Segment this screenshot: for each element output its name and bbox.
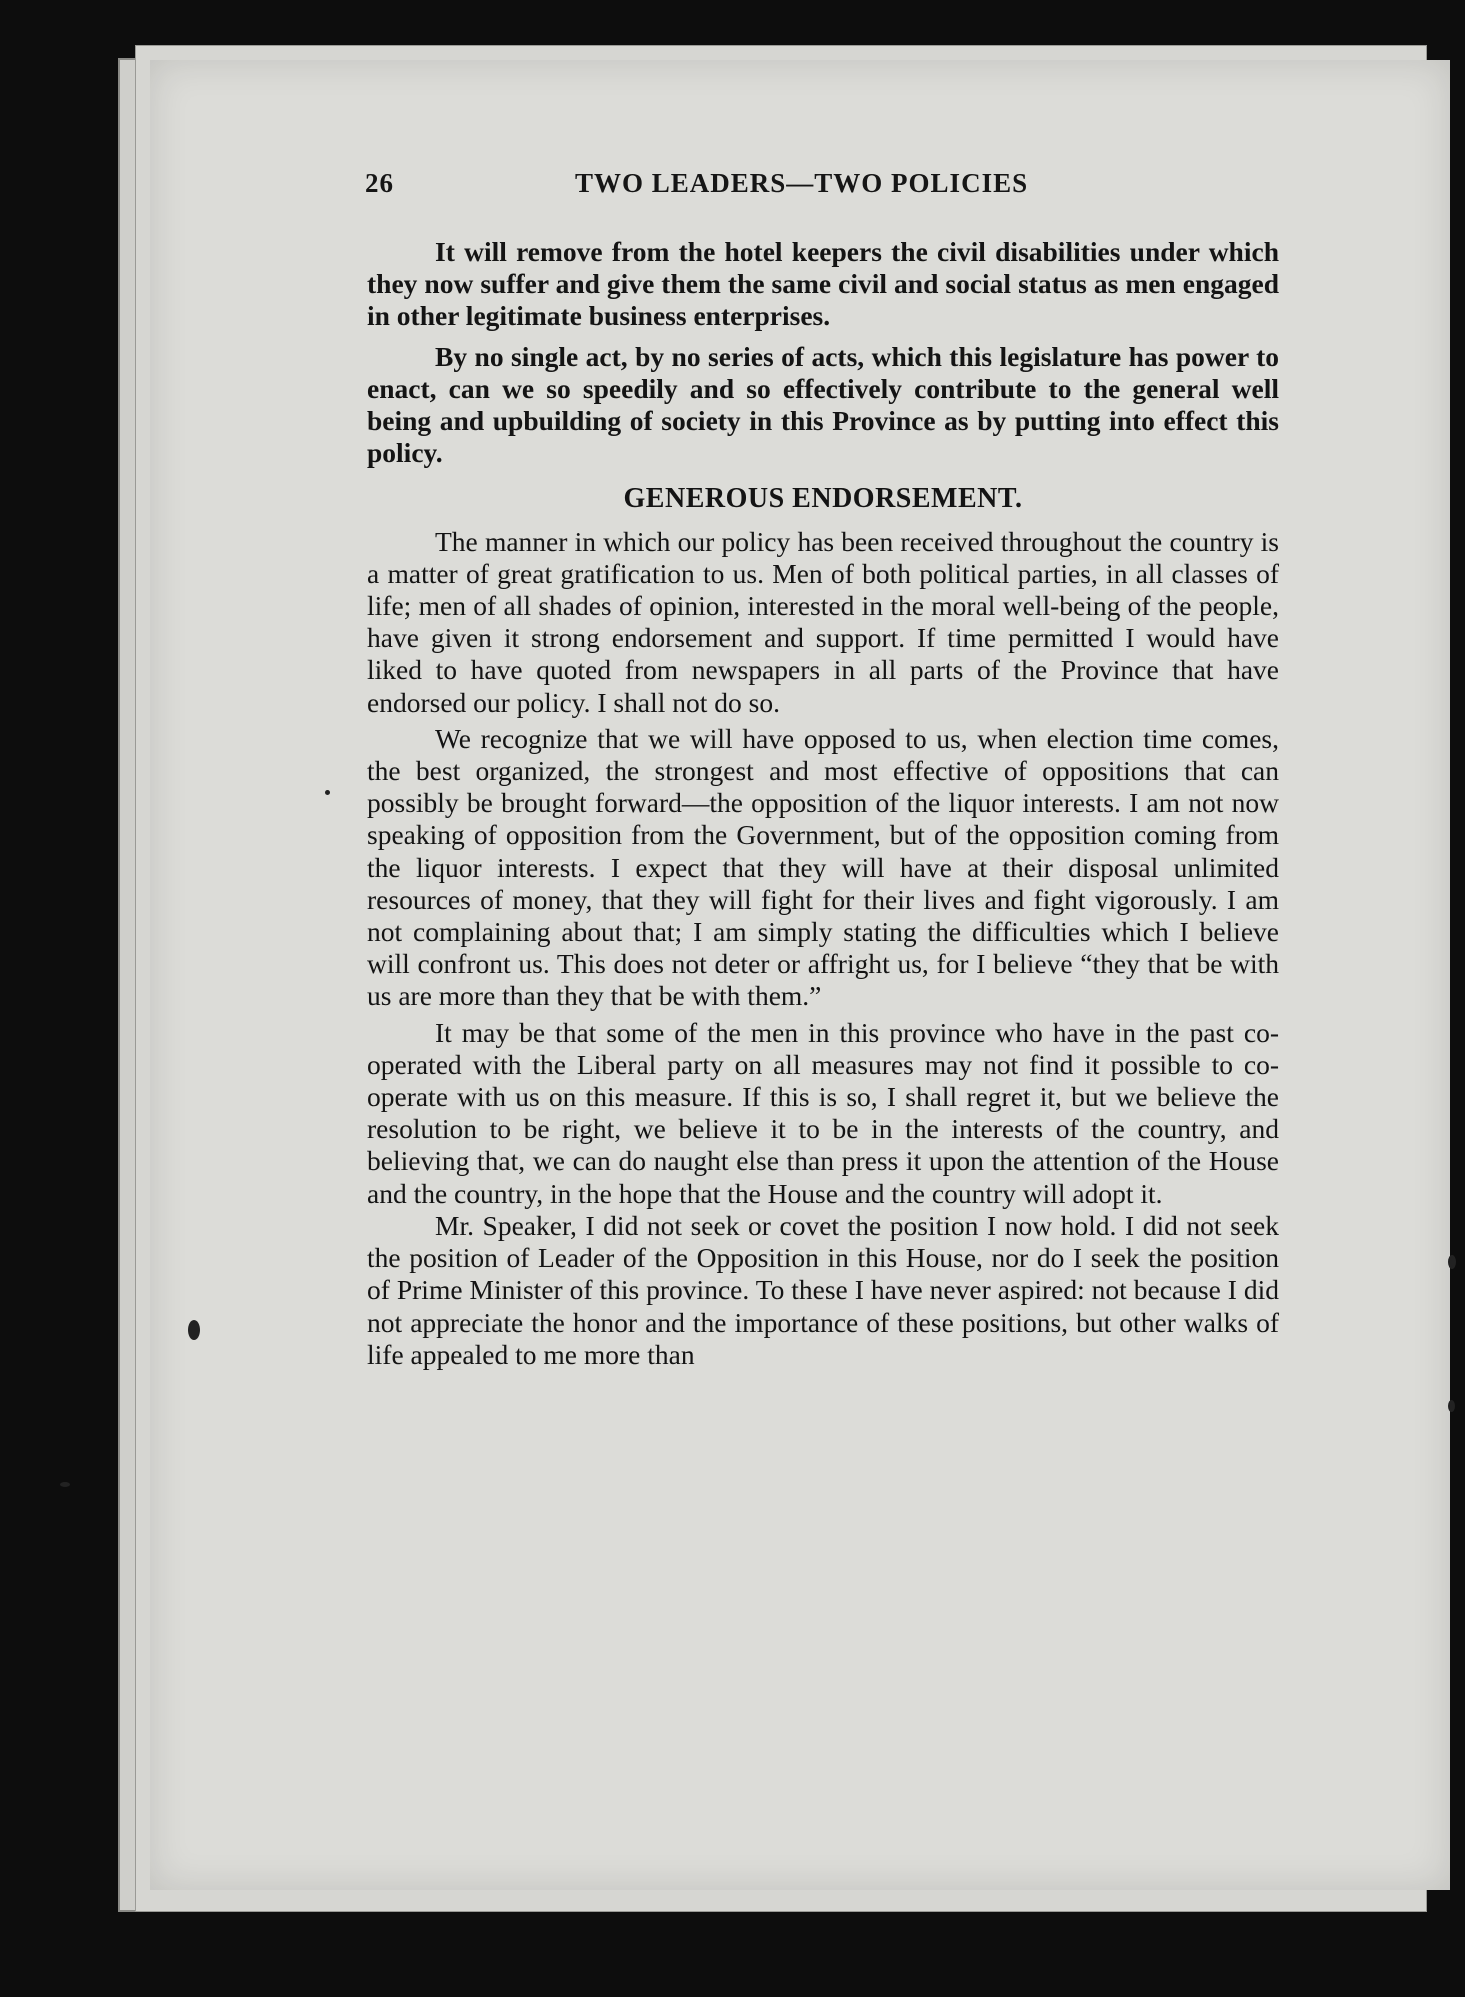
paragraph-liberal-party: It may be that some of the men in this province who have in the past co-operated with the Liberal party on all measures may not find it possible to co-operate with us on this measure. If this is so, I shall regret it, but we believe the resolution to be right, we believe it to be in the interests of the country, and believing that, we can do naught else than press it upon the attention of the House and the country, in the hope that the House and the country will adopt it. — [367, 1016, 1279, 1209]
paragraph-reception: The manner in which our policy has been received throughout the country is a matter of great gratification to us. Men of both political parties, in all classes of life; men of all shades of opinion, interested in the moral well-being of the people, have given it strong endorsement and support. If time permitted I would have liked to have quoted from newspapers in all parts of the Province that have endorsed our policy. I shall not do so. — [367, 525, 1279, 718]
paragraph-mr-speaker: Mr. Speaker, I did not seek or covet the position I now hold. I did not seek the position of Leader of the Opposition in this House, nor do I seek the position of Prime Minister of this province. To these I have never aspired: not because I did not appreciate the honor and the importance of these positions, but other walks of life appealed to me more than — [367, 1209, 1279, 1370]
section-heading: GENEROUS ENDORSEMENT. — [623, 483, 1023, 515]
paragraph-opposition: We recognize that we will have opposed to us, when election time comes, the best organized, the strongest and most effective of oppositions that can possibly be brought forward—the opposition of the liquor interests. I am not now speaking of opposition from the Government, but of the opposition coming from the liquor interests. I expect that they will have at their disposal unlimited resources of money, that they will fight for their lives and fight vigorously. I am not complaining about that; I am simply stating the difficulties which I believe will confront us. This does not deter or affright us, for I believe “they that be with us are more than they that be with them.” — [367, 722, 1279, 1012]
running-title: TWO LEADERS—TWO POLICIES — [575, 168, 1029, 198]
paragraph-hotel-keepers: It will remove from the hotel keepers the civil disabilities under which they now suffer and give them the same civil and social status as men engaged in other legitimate business enterprises. — [367, 236, 1279, 332]
body-text — [367, 236, 1279, 1371]
page-number: 26 — [365, 168, 394, 198]
paragraph-legislature: By no single act, by no series of acts, which this legislature has power to enact, can we so speedily and so effectively contribute to the general well being and upbuilding of society in this Province as by putting into effect this policy. — [367, 340, 1279, 469]
running-head — [365, 168, 1285, 208]
